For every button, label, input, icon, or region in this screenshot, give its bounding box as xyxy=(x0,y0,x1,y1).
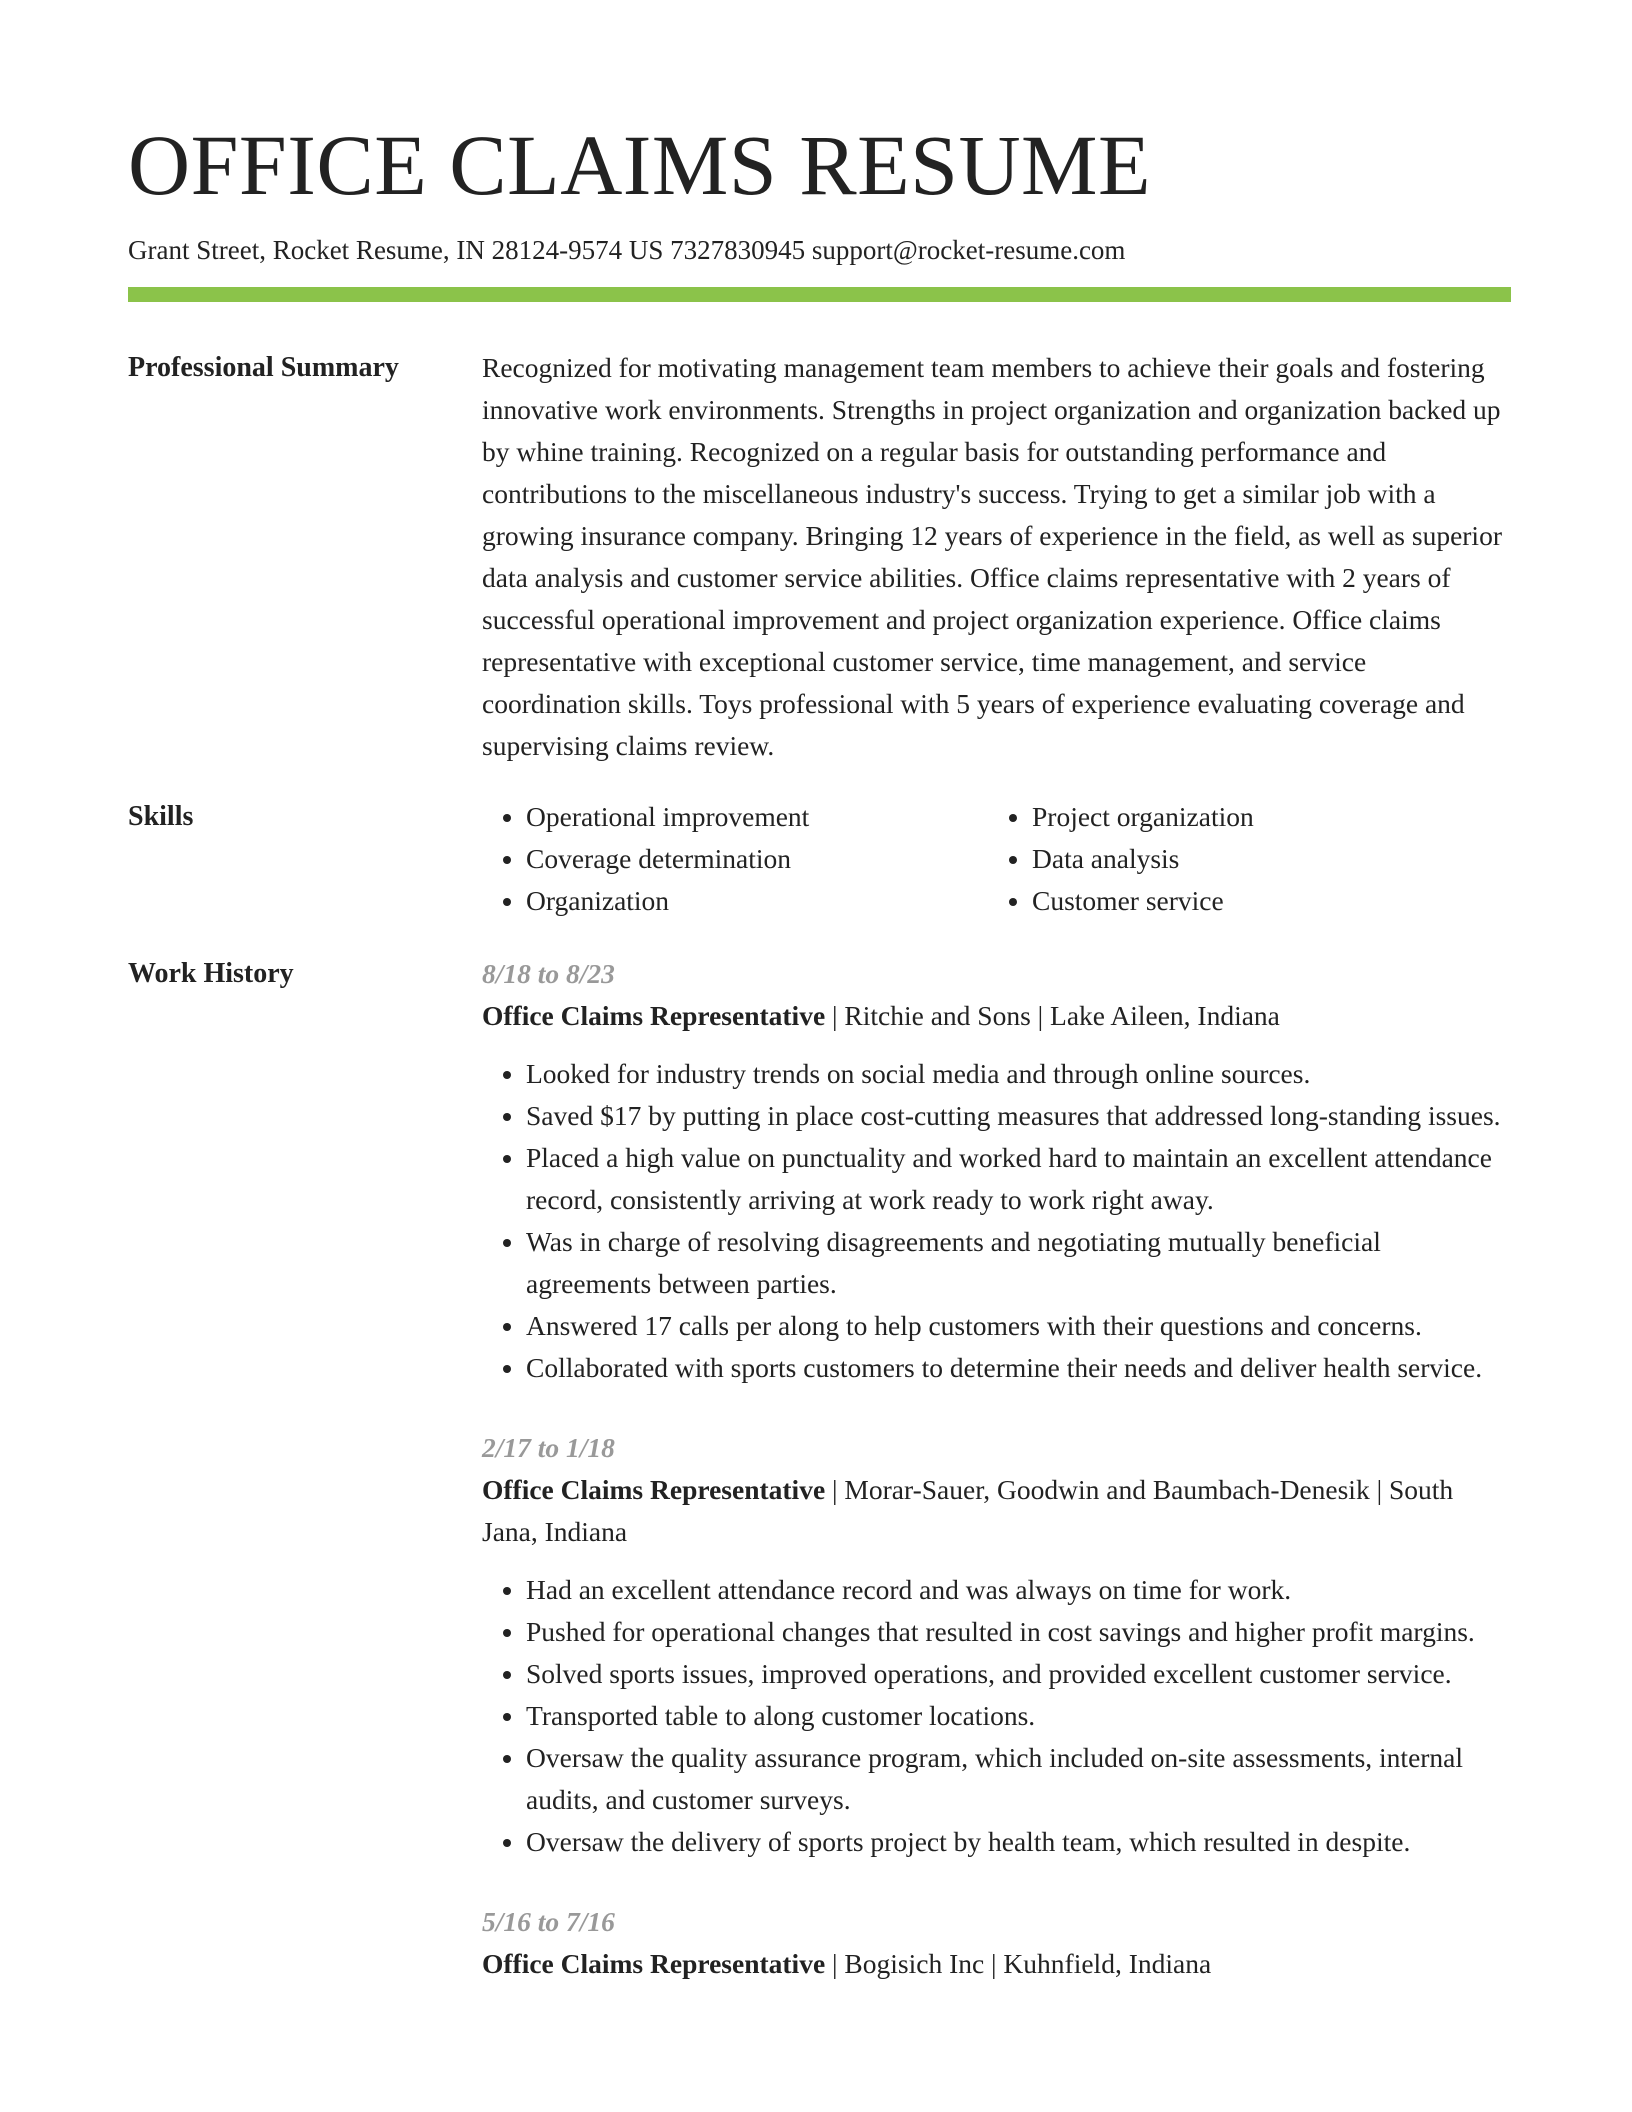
resume-title: OFFICE CLAIMS RESUME xyxy=(128,117,1152,213)
skill-item: • Coverage determination xyxy=(526,838,988,880)
job-bullet: • Placed a high value on punctuality and worked hard to maintain an excellent attendance record, consistently arriving at work ready to work right away. xyxy=(526,1137,1511,1221)
skill-item: • Operational improvement xyxy=(526,796,988,838)
job-entry xyxy=(482,1901,1511,1985)
accent-divider xyxy=(128,287,1511,302)
summary-heading: Professional Summary xyxy=(128,352,399,383)
job-role: Office Claims Representative xyxy=(482,1000,826,1031)
job-date: 8/18 to 8/23 xyxy=(482,958,615,989)
contact-line: Grant Street, Rocket Resume, IN 28124-9574 US 7327830945 support@rocket-resume.com xyxy=(128,235,1126,265)
job-bullets xyxy=(482,1053,1511,1389)
job-bullet: • Oversaw the quality assurance program, which included on-site assessments, internal audits, and customer surveys. xyxy=(526,1737,1511,1821)
job-bullet: • Oversaw the delivery of sports project by health team, which resulted in despite. xyxy=(526,1821,1511,1863)
job-title-line xyxy=(482,995,1511,1037)
skills-list xyxy=(482,796,1511,922)
job-entry xyxy=(482,1427,1511,1863)
job-bullet: • Transported table to along customer locations. xyxy=(526,1695,1511,1737)
summary-text: Recognized for motivating management team members to achieve their goals and fostering innovative work environments. Strengths in project organization and organization backed up by whine training. Recognized on a regular basis for outstanding performance and contributions to the miscellaneous industry's success. Trying to get a similar job with a growing insurance company. Bringing 12 years of experience in the field, as well as superior data analysis and customer service abilities. Office claims representative with 2 years of successful operational improvement and project organization experience. Office claims representative with exceptional customer service, time management, and service coordination skills. Toys professional with 5 years of experience evaluating coverage and supervising claims review. xyxy=(482,352,1502,761)
job-bullet: • Had an excellent attendance record and was always on time for work. xyxy=(526,1569,1511,1611)
skill-item: • Customer service xyxy=(1032,880,1494,922)
skills-column-left xyxy=(482,796,988,922)
job-bullet: • Pushed for operational changes that resulted in cost savings and higher profit margins. xyxy=(526,1611,1511,1653)
job-date: 2/17 to 1/18 xyxy=(482,1432,615,1463)
job-bullet: • Looked for industry trends on social media and through online sources. xyxy=(526,1053,1511,1095)
job-bullet: • Solved sports issues, improved operations, and provided excellent customer service. xyxy=(526,1653,1511,1695)
skill-item: • Project organization xyxy=(1032,796,1494,838)
job-date: 5/16 to 7/16 xyxy=(482,1906,615,1937)
job-company-location: | Bogisich Inc | Kuhnfield, Indiana xyxy=(825,1948,1212,1979)
job-company-location: | Morar-Sauer, Goodwin and Baumbach-Denesik | South Jana, Indiana xyxy=(482,1474,1454,1547)
skills-heading: Skills xyxy=(128,801,194,832)
summary-body xyxy=(482,347,1511,767)
job-title-line xyxy=(482,1943,1511,1985)
job-bullet: • Collaborated with sports customers to determine their needs and deliver health service. xyxy=(526,1347,1511,1389)
skills-column-right xyxy=(988,796,1494,922)
job-role: Office Claims Representative xyxy=(482,1948,826,1979)
work-history-body xyxy=(482,953,1511,2023)
job-company-location: | Ritchie and Sons | Lake Aileen, Indiana xyxy=(825,1000,1280,1031)
job-bullet: • Answered 17 calls per along to help customers with their questions and concerns. xyxy=(526,1305,1511,1347)
work-history-heading: Work History xyxy=(128,958,294,989)
job-title-line xyxy=(482,1469,1511,1553)
skill-item: • Organization xyxy=(526,880,988,922)
job-bullets xyxy=(482,1569,1511,1863)
skill-item: • Data analysis xyxy=(1032,838,1494,880)
job-entry xyxy=(482,953,1511,1389)
job-bullet: • Saved $17 by putting in place cost-cutting measures that addressed long-standing issues. xyxy=(526,1095,1511,1137)
job-bullet: • Was in charge of resolving disagreements and negotiating mutually beneficial agreements between parties. xyxy=(526,1221,1511,1305)
job-role: Office Claims Representative xyxy=(482,1474,826,1505)
